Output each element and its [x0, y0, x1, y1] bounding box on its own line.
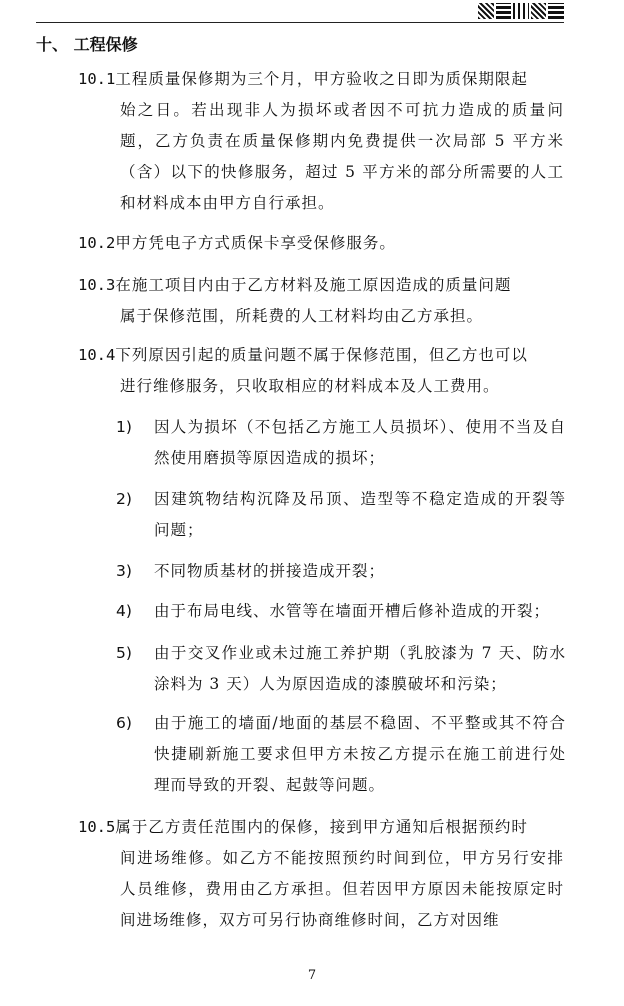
list-item [116, 596, 566, 627]
qr-code-block [513, 3, 529, 19]
qr-code-block [478, 3, 494, 19]
clause-10-4 [78, 340, 564, 402]
clause-continuation: 进行维修服务，只收取相应的材料成本及人工费用。 [120, 377, 500, 395]
list-item [116, 638, 566, 700]
section-heading: 十、 工程保修 [36, 35, 138, 54]
clause-text: 工程质量保修期为三个月，甲方验收之日即为质保期限起 [115, 70, 528, 88]
clause-first-line [78, 64, 564, 95]
clause-text: 在施工项目内由于乙方材料及施工原因造成的质量问题 [115, 276, 512, 294]
clause-10-3 [78, 270, 564, 332]
qr-code-icon [478, 3, 564, 19]
list-item-text: 由于布局电线、水管等在墙面开槽后修补造成的开裂； [154, 602, 551, 620]
clause-number: 10.3 [78, 276, 116, 294]
clause-continuation: 属于保修范围，所耗费的人工材料均由乙方承担。 [120, 307, 484, 325]
clause-text: 甲方凭电子方式质保卡享受保修服务。 [115, 234, 396, 252]
list-item-text: 因建筑物结构沉降及吊顶、造型等不稳定造成的开裂等问题； [154, 490, 566, 539]
list-item-marker: 4) [116, 602, 132, 620]
list-item-marker: 1) [116, 418, 132, 436]
clause-first-line [78, 228, 564, 259]
page-number: 7 [307, 968, 317, 983]
list-item-text: 由于施工的墙面/地面的基层不稳固、不平整或其不符合快捷刷新施工要求但甲方未按乙方提示在施工前进行处理而导致的开裂、起鼓等问题。 [154, 714, 566, 794]
clause-number: 10.1 [78, 70, 116, 88]
clause-number: 10.2 [78, 234, 116, 252]
clause-first-line [78, 270, 564, 301]
clause-10-2 [78, 228, 564, 259]
list-item-marker: 5) [116, 644, 132, 662]
qr-code-block [496, 3, 512, 19]
clause-continuation: 间进场维修。如乙方不能按照预约时间到位，甲方另行安排人员维修，费用由乙方承担。但若因甲方原因未能按原定时间进场维修，双方可另行协商维修时间，乙方对因维 [120, 849, 564, 929]
clause-number: 10.4 [78, 346, 116, 364]
qr-code-block [548, 3, 564, 19]
list-item-marker: 2) [116, 490, 132, 508]
list-item [116, 556, 566, 587]
clause-first-line [78, 340, 564, 371]
list-item-text: 不同物质基材的拼接造成开裂； [154, 562, 386, 580]
clause-10-1 [78, 64, 564, 219]
list-item [116, 708, 566, 801]
list-item [116, 484, 566, 546]
clause-first-line [78, 812, 564, 843]
list-item [116, 412, 566, 474]
list-item-text: 因人为损坏（不包括乙方施工人员损坏）、使用不当及自然使用磨损等原因造成的损坏； [154, 418, 566, 467]
list-item-text: 由于交叉作业或未过施工养护期（乳胶漆为 7 天、防水涂料为 3 天）人为原因造成的漆膜破坏和污染； [154, 644, 566, 693]
list-item-marker: 3) [116, 562, 132, 580]
clause-text: 下列原因引起的质量问题不属于保修范围，但乙方也可以 [115, 346, 528, 364]
clause-10-5 [78, 812, 564, 936]
clause-continuation: 始之日。若出现非人为损坏或者因不可抗力造成的质量问题，乙方负责在质量保修期内免费提供一次局部 5 平方米（含）以下的快修服务，超过 5 平方米的部分所需要的人工和材料成本由甲方自行承担。 [120, 101, 564, 212]
header-divider [36, 22, 564, 23]
qr-code-block [531, 3, 547, 19]
clause-text: 属于乙方责任范围内的保修，接到甲方通知后根据预约时 [115, 818, 528, 836]
list-item-marker: 6) [116, 714, 132, 732]
clause-number: 10.5 [78, 818, 116, 836]
